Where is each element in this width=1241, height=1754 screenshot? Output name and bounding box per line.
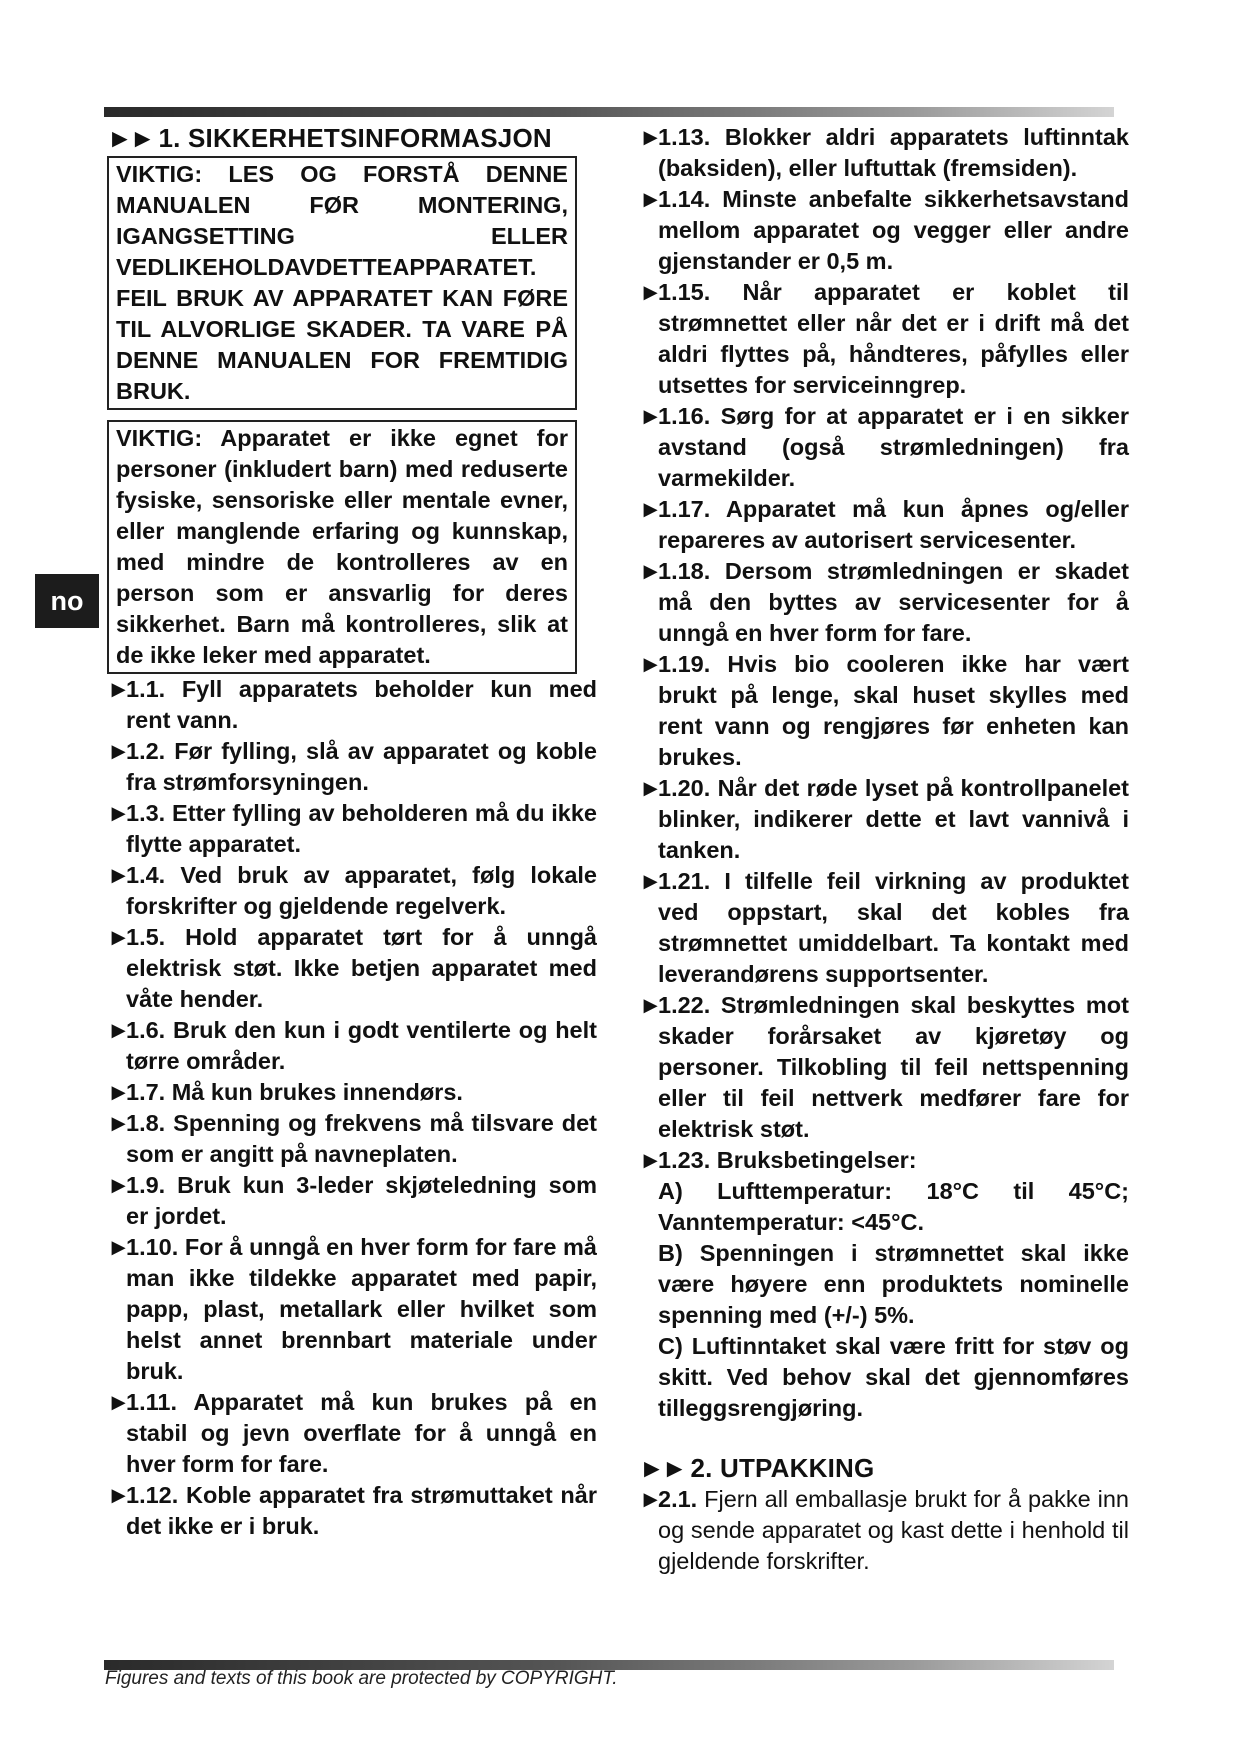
arrow-bullet-icon: ► <box>107 738 131 764</box>
section2 <box>639 1452 1129 1577</box>
list-item: ►1.7. Må kun brukes innendørs. <box>107 1077 597 1108</box>
list-item: ►1.11. Apparatet må kun brukes på en stabil og jevn overflate for å unngå en hver form for fare. <box>107 1389 597 1477</box>
item-number: 2.1. <box>658 1486 698 1512</box>
safety-list-right <box>639 122 1129 1176</box>
list-item: ►1.14. Minste anbefalte sikkerhetsavstand mellom apparatet og vegger eller andre gjenstander er 0,5 m. <box>639 186 1129 274</box>
arrow-bullet-icon: ► <box>639 279 663 305</box>
section1-title: 1. SIKKERHETSINFORMASJON <box>158 123 552 153</box>
left-column <box>107 122 597 1542</box>
list-item: ►1.19. Hvis bio cooleren ikke har vært brukt på lenge, skal huset skylles med rent vann og rengjøres før enheten kan brukes. <box>639 651 1129 770</box>
list-item: ►1.6. Bruk den kun i godt ventilerte og helt tørre områder. <box>107 1017 597 1074</box>
list-item: ►1.21. I tilfelle feil virkning av produktet ved oppstart, skal det kobles fra strømnettet umiddelbart. Ta kontakt med leverandørens supportsenter. <box>639 868 1129 987</box>
item-text: Fjern all emballasje brukt for å pakke inn og sende apparatet og kast dette i henhold til gjeldende forskrifter. <box>658 1486 1129 1574</box>
section2-heading <box>639 1452 1129 1484</box>
arrow-bullet-icon: ► <box>107 1172 131 1198</box>
list-item: ►1.1. Fyll apparatets beholder kun med rent vann. <box>107 676 597 733</box>
top-rule <box>104 107 1114 117</box>
arrow-bullet-icon: ► <box>639 558 663 584</box>
arrow-bullet-icon: ► <box>639 186 663 212</box>
condition-c: C) Luftinntaket skal være fritt for støv og skitt. Ved behov skal det gjennomføres tilleggsrengjøring. <box>658 1333 1129 1421</box>
arrow-bullet-icon: ► <box>107 800 131 826</box>
arrow-bullet-icon: ► <box>107 1389 131 1415</box>
arrow-bullet-icon: ► <box>107 862 131 888</box>
list-item: ►1.20. Når det røde lyset på kontrollpanelet blinker, indikerer dette et lavt vannivå i tanken. <box>639 775 1129 863</box>
arrow-bullet-icon: ► <box>639 124 663 150</box>
arrow-bullet-icon: ► <box>107 1079 131 1105</box>
list-item: ►1.12. Koble apparatet fra strømuttaket når det ikke er i bruk. <box>107 1482 597 1539</box>
important-notice-box-2: VIKTIG: Apparatet er ikke egnet for personer (inkludert barn) med reduserte fysiske, sensoriske eller mentale evner, eller manglende erfaring og kunnskap, med mindre de kontrolleres av en person som er ansvarlig for deres sikkerhet. Barn må kontrolleres, slik at de ikke leker med apparatet. <box>107 420 577 674</box>
list-item: ►1.16. Sørg for at apparatet er i en sikker avstand (også strømledningen) fra varmekilder. <box>639 403 1129 491</box>
section2-title: 2. UTPAKKING <box>690 1453 875 1483</box>
arrow-bullet-icon: ► <box>639 992 663 1018</box>
list-item: ►1.5. Hold apparatet tørt for å unngå elektrisk støt. Ikke betjen apparatet med våte hender. <box>107 924 597 1012</box>
list-item: ►1.9. Bruk kun 3-leder skjøteledning som er jordet. <box>107 1172 597 1229</box>
arrow-bullet-icon: ► <box>107 924 131 950</box>
arrow-bullet-icon: ► <box>639 775 663 801</box>
double-arrow-icon: ►► <box>107 123 153 153</box>
list-item: ►1.13. Blokker aldri apparatets luftinntak (baksiden), eller luftuttak (fremsiden). <box>639 124 1129 181</box>
arrow-bullet-icon: ► <box>107 1234 131 1260</box>
important-notice-box-1: VIKTIG: LES OG FORSTÅ DENNE MANUALEN FØR MONTERING, IGANGSETTING ELLER VEDLIKEHOLDAVDETTEAPPARATET. FEIL BRUK AV APPARATET KAN FØRE TIL ALVORLIGE SKADER. TA VARE PÅ DENNE MANUALEN FOR FREMTIDIG BRUK. <box>107 156 577 410</box>
arrow-bullet-icon: ► <box>107 1110 131 1136</box>
list-item: ►1.10. For å unngå en hver form for fare må man ikke tildekke apparatet med papir, papp, plast, metallark eller hvilket som helst annet brennbart materiale under bruk. <box>107 1234 597 1384</box>
section1-heading <box>107 122 597 154</box>
language-tab: no <box>35 574 99 628</box>
arrow-bullet-icon: ► <box>107 1482 131 1508</box>
list-item: ►1.23. Bruksbetingelser: <box>639 1145 1129 1176</box>
list-item: ►1.18. Dersom strømledningen er skadet må den byttes av servicesenter for å unngå en hver form for fare. <box>639 558 1129 646</box>
list-item: ►1.22. Strømledningen skal beskyttes mot skader forårsaket av kjøretøy og personer. Tilkobling til feil nettspenning eller til feil nettverk medfører fare for elektrisk støt. <box>639 992 1129 1142</box>
list-item: ►1.2. Før fylling, slå av apparatet og koble fra strømforsyningen. <box>107 738 597 795</box>
list-item: ►1.17. Apparatet må kun åpnes og/eller repareres av autorisert servicesenter. <box>639 496 1129 553</box>
arrow-bullet-icon: ► <box>107 676 131 702</box>
arrow-bullet-icon: ► <box>639 1147 663 1173</box>
list-item: ►1.8. Spenning og frekvens må tilsvare det som er angitt på navneplaten. <box>107 1110 597 1167</box>
list-item <box>639 1484 1129 1577</box>
condition-a: A) Lufttemperatur: 18°C til 45°C; Vanntemperatur: <45°C. <box>658 1178 1129 1235</box>
arrow-bullet-icon: ► <box>639 651 663 677</box>
arrow-bullet-icon: ► <box>639 403 663 429</box>
list-item: ►1.4. Ved bruk av apparatet, følg lokale forskrifter og gjeldende regelverk. <box>107 862 597 919</box>
double-arrow-icon: ►► <box>639 1453 685 1483</box>
arrow-bullet-icon: ► <box>639 1486 663 1512</box>
right-column <box>639 122 1129 1577</box>
condition-b: B) Spenningen i strømnettet skal ikke være høyere enn produktets nominelle spenning med (+/-) 5%. <box>658 1240 1129 1328</box>
copyright-footer: Figures and texts of this book are protected by COPYRIGHT. <box>105 1668 618 1689</box>
list-item: ►1.15. Når apparatet er koblet til strømnettet eller når det er i drift må det aldri flyttes på, håndteres, påfylles eller utsettes for serviceinngrep. <box>639 279 1129 398</box>
arrow-bullet-icon: ► <box>639 496 663 522</box>
list-item: ►1.3. Etter fylling av beholderen må du ikke flytte apparatet. <box>107 800 597 857</box>
arrow-bullet-icon: ► <box>639 868 663 894</box>
arrow-bullet-icon: ► <box>107 1017 131 1043</box>
safety-list-left <box>107 674 597 1542</box>
